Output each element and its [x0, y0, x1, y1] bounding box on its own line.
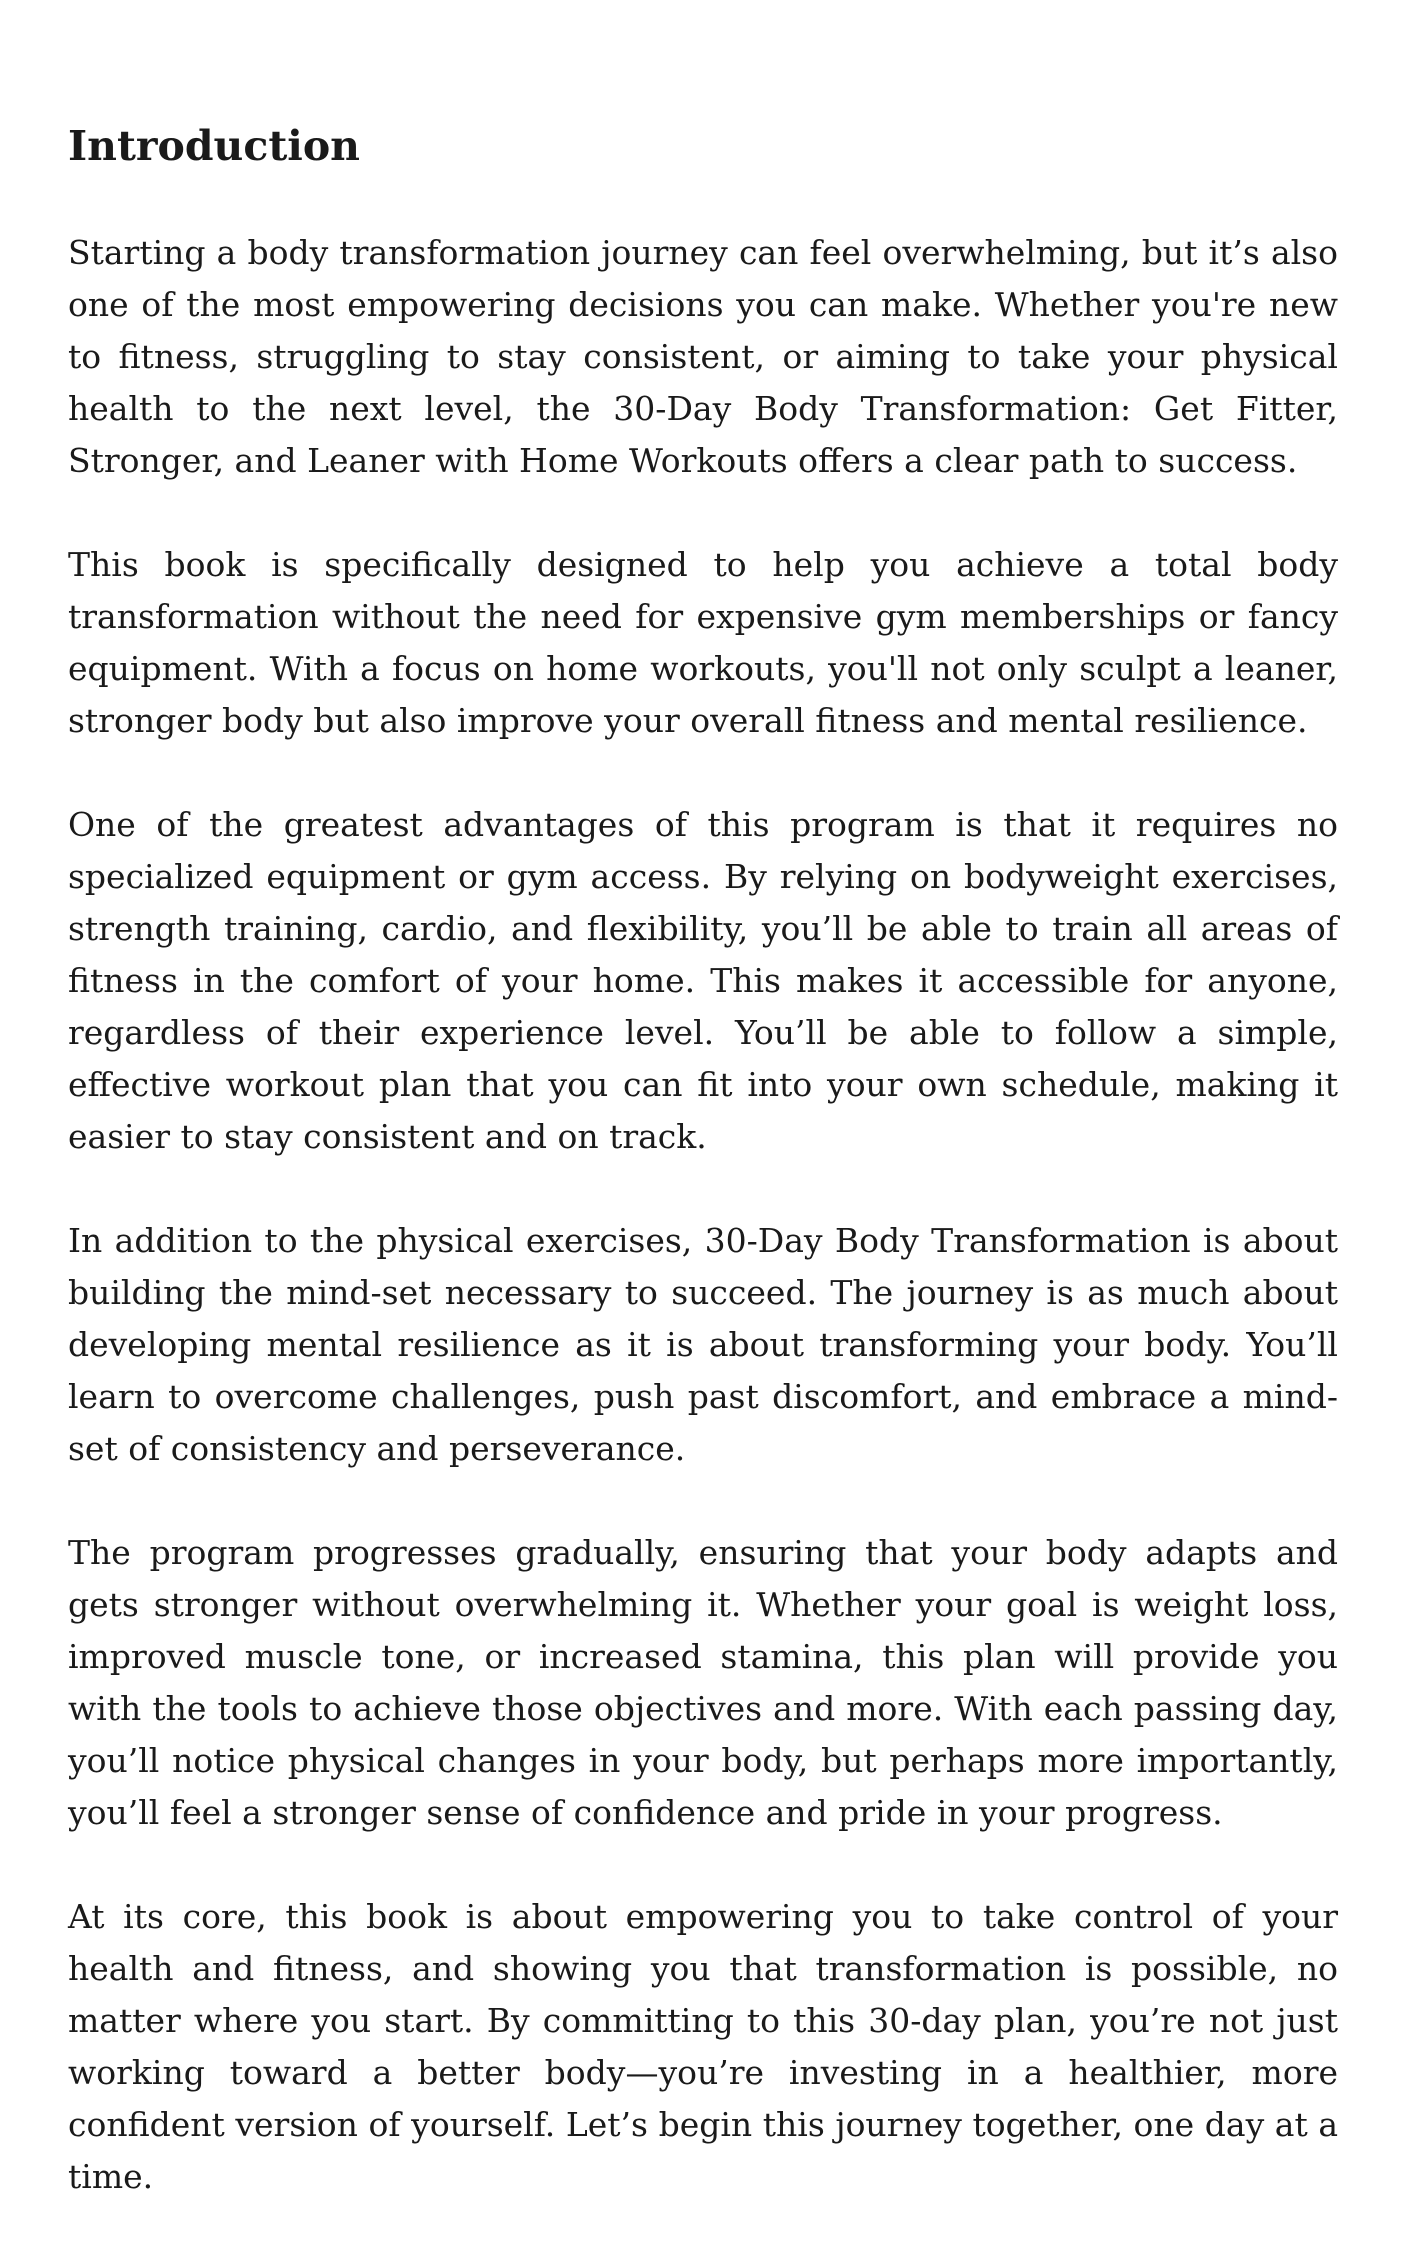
intro-paragraph-5: The program progresses gradually, ensuring that your body adapts and gets stronger without overwhelming it. Whether your goal is weight loss, improved muscle tone, or increased stamina, this plan will provide you with the tools to achieve those objectives and more. With each passing day, you’ll notice physical changes in your body, but perhaps more importantly, you’ll feel a stronger sense of confidence and pride in your progress.: [68, 1533, 1338, 1833]
intro-paragraph-6: At its core, this book is about empowering you to take control of your health and fitness, and showing you that transformation is possible, no matter where you start. By committing to this 30-day plan, you’re not just working toward a better body—you’re investing in a healthier, more confident version of yourself. Let’s begin this journey together, one day at a time.: [68, 1897, 1338, 2197]
intro-paragraph-1: Starting a body transformation journey can feel overwhelming, but it’s also one of the most empowering decisions you can make. Whether you're new to fitness, struggling to stay consistent, or aiming to take your physical health to the next level, the 30-Day Body Transformation: Get Fitter, Stronger, and Leaner with Home Workouts offers a clear path to success.: [68, 233, 1338, 481]
document-page: [68, 122, 1338, 2203]
page-title: Introduction: [68, 122, 360, 170]
intro-paragraph-2: This book is specifically designed to help you achieve a total body transformation without the need for expensive gym memberships or fancy equipment. With a focus on home workouts, you'll not only sculpt a leaner, stronger body but also improve your overall fitness and mental resilience.: [68, 545, 1338, 741]
intro-paragraph-3: One of the greatest advantages of this program is that it requires no specialized equipment or gym access. By relying on bodyweight exercises, strength training, cardio, and flexibility, you’ll be able to train all areas of fitness in the comfort of your home. This makes it accessible for anyone, regardless of their experience level. You’ll be able to follow a simple, effective workout plan that you can fit into your own schedule, making it easier to stay consistent and on track.: [68, 805, 1338, 1157]
intro-paragraph-4: In addition to the physical exercises, 30-Day Body Transformation is about building the mind-set necessary to succeed. The journey is as much about developing mental resilience as it is about transforming your body. You’ll learn to overcome challenges, push past discomfort, and embrace a mind-set of consistency and perseverance.: [68, 1221, 1338, 1469]
